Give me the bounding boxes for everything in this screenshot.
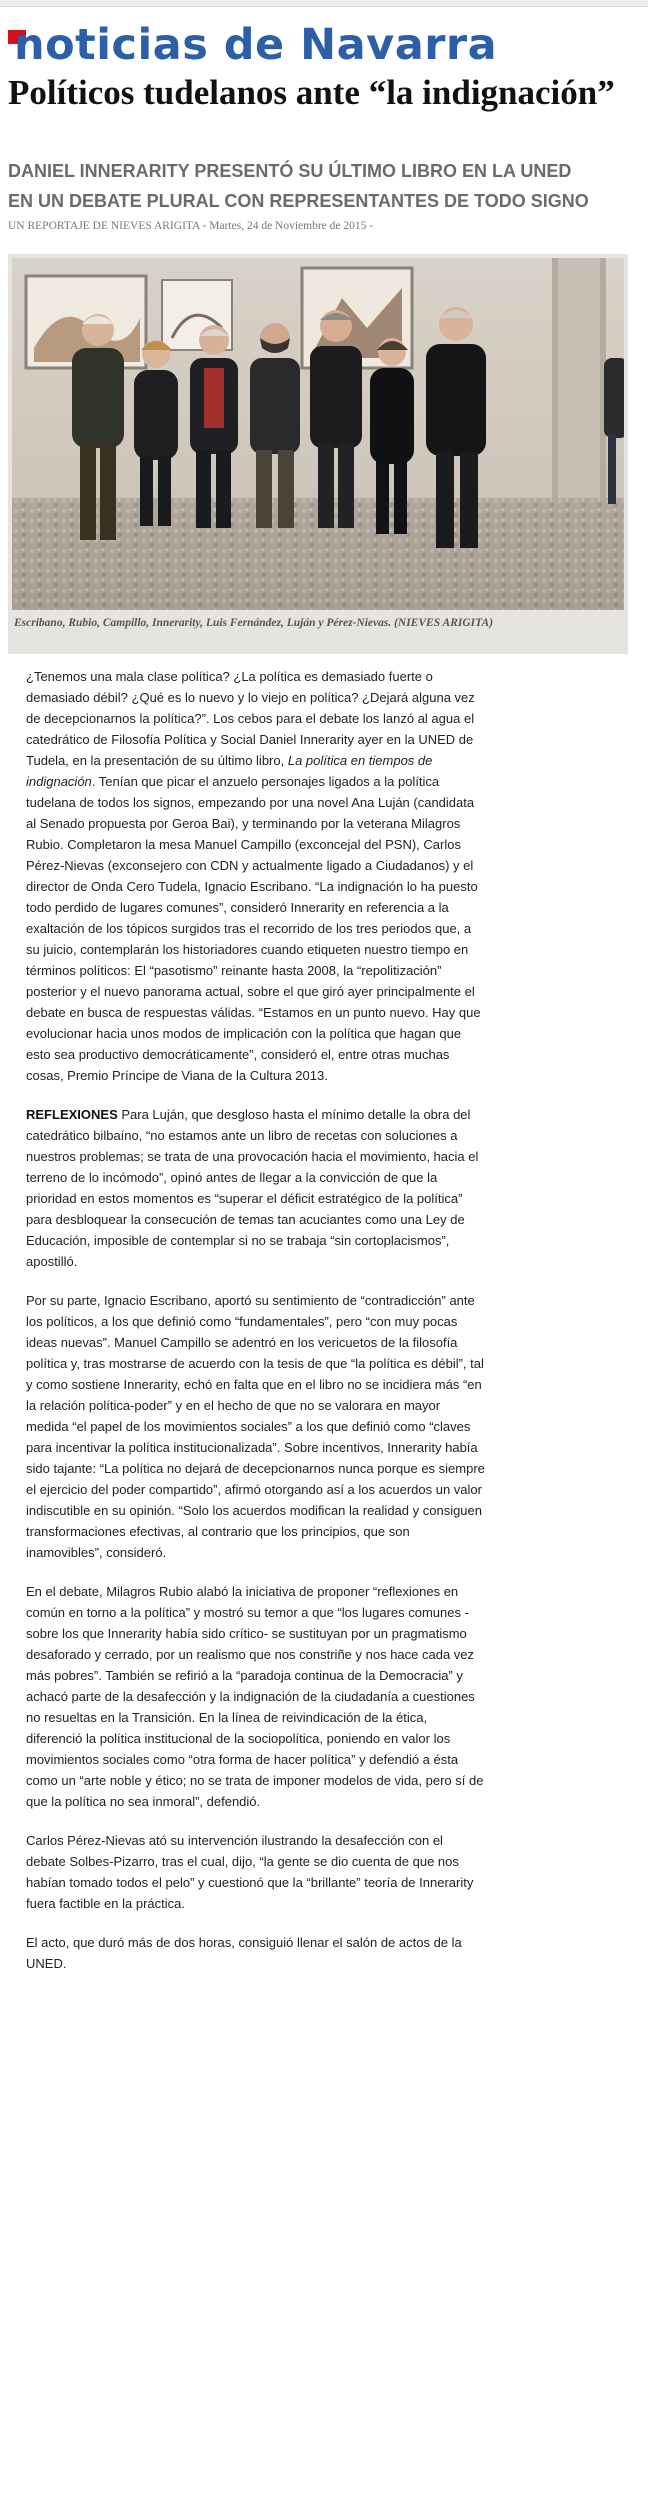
paragraph — [26, 1104, 486, 1272]
section-kicker: REFLEXIONES — [26, 1107, 118, 1122]
byline: UN REPORTAJE DE NIEVES ARIGITA - Martes, 24 de Noviembre de 2015 - — [8, 220, 374, 232]
article-photo[interactable] — [12, 258, 624, 610]
top-bar — [0, 0, 648, 7]
photo-caption: Escribano, Rubio, Campillo, Innerarity, Luis Fernández, Luján y Pérez-Nievas. (NIEVES ARIGITA) — [14, 617, 494, 629]
subhead-line-1: DANIEL INNERARITY PRESENTÓ SU ÚLTIMO LIBRO EN LA UNED — [8, 161, 572, 181]
paragraph — [26, 666, 486, 1086]
paragraph-text: Para Luján, que desgloso hasta el mínimo detalle la obra del catedrático bilbaíno, “no estamos ante un libro de recetas con soluciones a nuestros problemas; se trata de una provocación hacia el movimiento, hacia el terreno de lo incómodo”, opinó antes de llegar a la convicción de que la prioridad en estos momentos es “superar el déficit estratégico de la política” para desbloquear la consecución de temas tan acuciantes como una Ley de Educación, imposible de contemplar si no se trabaja “sin cortoplacismos”, apostilló. — [26, 1107, 479, 1269]
article-body — [26, 666, 486, 1992]
photo-block — [8, 254, 628, 654]
headline: Políticos tudelanos ante “la indignación” — [8, 73, 615, 112]
paragraph: El acto, que duró más de dos horas, consiguió llenar el salón de actos de la UNED. — [26, 1935, 462, 1971]
paragraph-text: . Tenían que picar el anzuelo personajes ligados a la política tudelana de todos los signos, empezando por una novel Ana Luján (candidata al Senado propuesta por Geroa Bai), y terminando por la veterana Milagros Rubio. Completaron la mesa Manuel Campillo (exconcejal del PSN), Carlos Pérez-Nievas (exconsejero con CDN y actualmente ligado a Ciudadanos) y el director de Onda Cero Tudela, Ignacio Escribano. “La indignación lo ha puesto todo perdido de lugares comunes”, consideró Innerarity en referencia a la exaltación de los tópicos surgidos tras el recorrido de los tres periodos que, a su juicio, contemplarán los historiadores cuando etiqueten nuestro tiempo en términos políticos: El “pasotismo” reinante hasta 2008, la “repolitización” posterior y el nuevo panorama actual, sobre el que giró ayer principalmente el debate en busca de respuestas válidas. “Estamos en un punto nuevo. Hay que evolucionar hacia unos modos de implicación con la política que hagan que esto sea productivo democráticamente”, consideró el, entre otras muchas cosas, Premio Príncipe de Viana de la Cultura 2013. — [26, 774, 481, 1083]
book-title: La política en tiempos de indignación — [26, 753, 433, 789]
paragraph: Por su parte, Ignacio Escribano, aportó su sentimiento de “contradicción” ante los políticos, a los que definió como “fundamentales”, pero “con muy pocas ideas nuevas”. Manuel Campillo se adentró en los vericuetos de la filosofía política y, tras mostrarse de acuerdo con la tesis de que “la política es débil”, tal y como sostiene Innerarity, echó en falta que en el libro no se incidiera más “en la relación política-poder” y en el hecho de que no se valorara en mayor medida “el papel de los movimientos sociales” a los que definió como “claves para incentivar la política institucionalizada”. Sobre incentivos, Innerarity había sido tajante: “La política no dejará de decepcionarnos nunca porque es siempre el ejercicio del poder compartido”, afirmó otorgando así a los acuerdos un valor indiscutible en su opinión. “Solo los acuerdos modifican la realidad y consiguen transformaciones efectivas, al contrario que los principios, que son inamovibles”, consideró. — [26, 1293, 485, 1560]
paragraph: Carlos Pérez-Nievas ató su intervención ilustrando la desafección con el debate Solbes-Pizarro, tras el cual, dijo, “la gente se dio cuenta de que nos habían tomado todos el pelo” y cuestionó que la “brillante” teoría de Innerarity fuera factible en la práctica. — [26, 1833, 474, 1911]
paragraph-text: ¿Tenemos una mala clase política? ¿La política es demasiado fuerte o demasiado débil? ¿Qué es lo nuevo y lo viejo en política? ¿Dejará alguna vez de decepcionarnos la política?”. Los cebos para el debate los lanzó al agua el catedrático de Filosofía Política y Social Daniel Innerarity ayer en la UNED de Tudela, en la presentación de su último libro, — [26, 669, 475, 768]
subheadline — [8, 156, 638, 216]
subhead-line-2: EN UN DEBATE PLURAL CON REPRESENTANTES DE TODO SIGNO — [8, 191, 589, 211]
paragraph: En el debate, Milagros Rubio alabó la iniciativa de proponer “reflexiones en común en torno a la política” y mostró su temor a que “los lugares comunes -sobre los que Innerarity había sido crítico- se sustituyan por un pragmatismo desaforado y cerrado, por un realismo que nos constriñe y nos hace cada vez más pobres”. También se refirió a la “paradoja continua de la Democracia” y achacó parte de la desafección y la indignación de la ciudadanía a cuestiones no resueltas en la Transición. En la línea de reivindicación de la ética, diferenció la política institucional de la sociopolítica, poniendo en valor los movimientos sociales como “otra forma de hacer política” y defendió a ésta como un “arte noble y ético; no se trata de imponer modelos de vida, pero sí de que la política no sea inmoral”, defendió. — [26, 1584, 484, 1809]
site-logo[interactable]: noticias de Navarra — [14, 20, 498, 70]
